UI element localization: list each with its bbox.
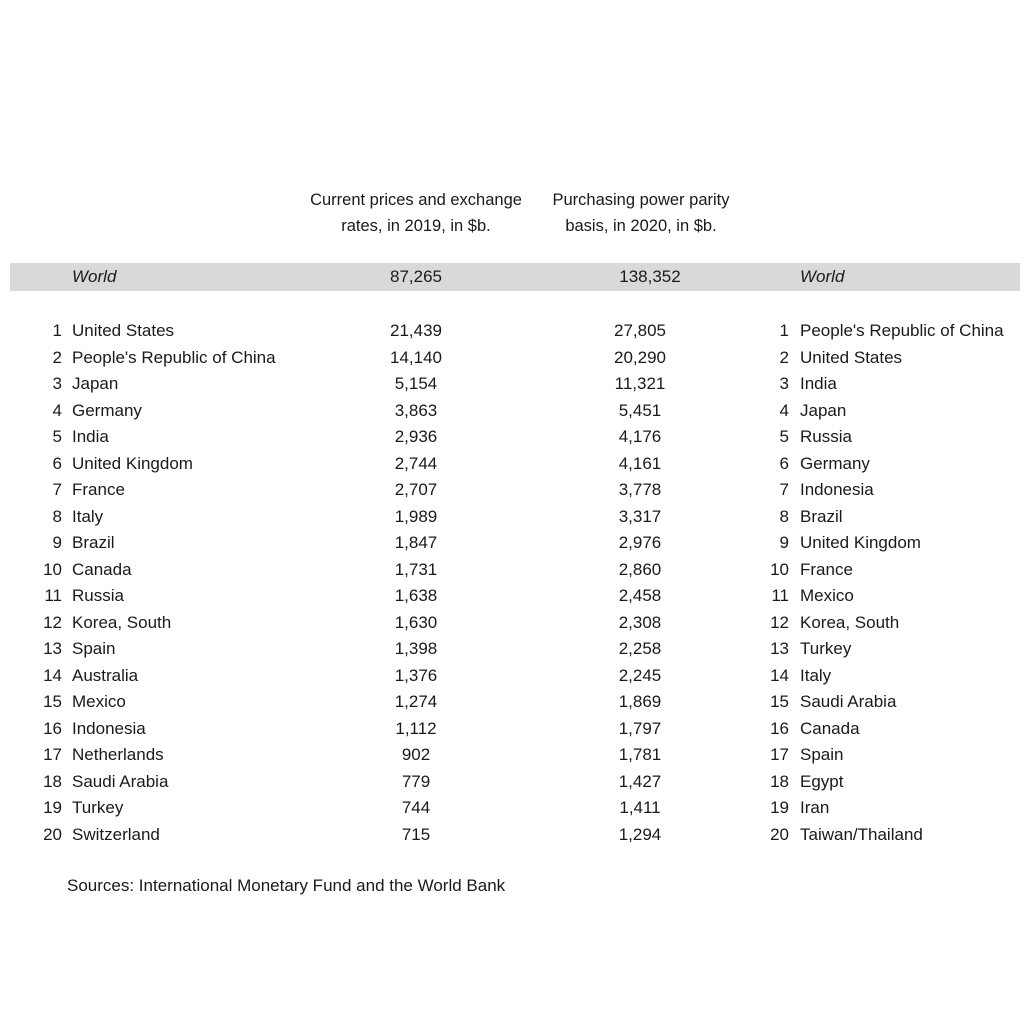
table-row <box>0 822 1024 849</box>
world-current-value: 87,265 <box>390 267 442 286</box>
current-prices-value: 744 <box>401 798 431 817</box>
ppp-value: 1,411 <box>619 798 661 817</box>
country-right: Egypt <box>800 771 844 791</box>
country-left: Saudi Arabia <box>72 771 169 791</box>
country-left: Italy <box>72 506 104 526</box>
header-current-line-1: Current prices and exchange <box>310 191 522 209</box>
country-right: Spain <box>800 745 844 764</box>
ppp-value: 27,805 <box>614 321 666 340</box>
rank-left: 3 <box>52 374 62 393</box>
world-total-row <box>10 263 1020 291</box>
rank-right: 2 <box>779 347 789 367</box>
rank-right: 11 <box>771 586 789 605</box>
rank-right: 4 <box>779 400 789 420</box>
rank-right: 17 <box>770 745 789 764</box>
country-right: Mexico <box>800 586 854 605</box>
ppp-value: 5,451 <box>618 400 662 420</box>
table-row <box>0 345 1024 372</box>
ppp-value: 1,869 <box>618 692 662 711</box>
rank-left: 10 <box>43 559 62 579</box>
country-right: Germany <box>800 453 870 473</box>
rank-right: 9 <box>779 533 789 552</box>
current-prices-value: 1,638 <box>394 586 438 605</box>
header-ppp-line-1: Purchasing power parity <box>552 191 730 209</box>
country-left: India <box>72 427 109 446</box>
ppp-value: 11,321 <box>614 374 666 393</box>
header-current-prices <box>296 187 536 239</box>
rank-left: 2 <box>52 347 62 367</box>
ppp-value: 2,308 <box>618 612 662 632</box>
rank-left: 7 <box>52 480 62 499</box>
ppp-value: 2,976 <box>618 533 662 552</box>
ppp-value: 1,797 <box>618 718 662 738</box>
world-ppp-value: 138,352 <box>619 267 681 286</box>
country-right: Japan <box>800 400 847 420</box>
table-row <box>0 504 1024 531</box>
current-prices-value: 21,439 <box>390 321 442 340</box>
current-prices-value: 1,376 <box>394 665 438 685</box>
rank-right: 6 <box>779 453 789 473</box>
table-row <box>0 557 1024 584</box>
country-left: People's Republic of China <box>72 347 276 367</box>
rank-left: 5 <box>52 427 62 446</box>
table-row <box>0 795 1024 822</box>
current-prices-value: 5,154 <box>394 374 438 393</box>
rank-left: 12 <box>43 612 62 632</box>
rank-left: 9 <box>52 533 62 552</box>
country-right: Taiwan/Thailand <box>800 824 923 844</box>
country-left: Netherlands <box>72 745 164 764</box>
country-left: United States <box>72 321 175 340</box>
current-prices-value: 1,398 <box>394 639 438 658</box>
table-row <box>0 610 1024 637</box>
current-prices-value: 715 <box>401 824 431 844</box>
country-left: Mexico <box>72 692 126 711</box>
country-left: Indonesia <box>72 718 146 738</box>
current-prices-value: 1,630 <box>394 612 438 632</box>
table-row <box>0 716 1024 743</box>
rank-left: 18 <box>43 771 62 791</box>
country-right: Canada <box>800 718 860 738</box>
country-right: Korea, South <box>800 612 900 632</box>
ppp-value: 3,778 <box>618 480 662 499</box>
current-prices-value: 1,989 <box>394 506 438 526</box>
table-row <box>0 477 1024 504</box>
current-prices-value: 2,707 <box>394 480 438 499</box>
rank-right: 19 <box>770 798 789 817</box>
country-right: United States <box>800 347 903 367</box>
country-left: Switzerland <box>72 824 160 844</box>
rank-left: 4 <box>52 400 62 420</box>
ppp-value: 2,258 <box>618 639 662 658</box>
country-left: Spain <box>72 639 116 658</box>
country-right: India <box>800 374 837 393</box>
country-right: Indonesia <box>800 480 874 499</box>
table-row <box>0 371 1024 398</box>
current-prices-value: 779 <box>401 771 431 791</box>
rank-right: 18 <box>770 771 789 791</box>
country-left: France <box>72 480 125 499</box>
rank-right: 13 <box>770 639 789 658</box>
current-prices-value: 1,731 <box>394 559 438 579</box>
rank-right: 5 <box>779 427 789 446</box>
ppp-value: 20,290 <box>614 347 666 367</box>
rank-right: 14 <box>770 665 789 685</box>
table-row <box>0 530 1024 557</box>
current-prices-value: 3,863 <box>394 400 438 420</box>
rank-left: 20 <box>43 824 62 844</box>
rank-left: 14 <box>43 665 62 685</box>
country-left: Brazil <box>72 533 115 552</box>
ppp-value: 2,245 <box>618 665 662 685</box>
current-prices-value: 14,140 <box>390 347 442 367</box>
table-row <box>0 742 1024 769</box>
country-right: Saudi Arabia <box>800 692 897 711</box>
current-prices-value: 2,744 <box>394 453 438 473</box>
country-left: United Kingdom <box>72 453 193 473</box>
table-row <box>0 583 1024 610</box>
country-right: Brazil <box>800 506 843 526</box>
ppp-value: 1,781 <box>618 745 662 764</box>
ranking-table <box>0 318 1024 848</box>
ppp-value: 4,161 <box>618 453 662 473</box>
current-prices-value: 1,112 <box>395 718 437 738</box>
rank-left: 19 <box>43 798 62 817</box>
ppp-value: 2,860 <box>618 559 662 579</box>
country-left: Russia <box>72 586 124 605</box>
rank-right: 16 <box>770 718 789 738</box>
ppp-value: 4,176 <box>618 427 662 446</box>
table-row <box>0 451 1024 478</box>
rank-right: 12 <box>770 612 789 632</box>
table-row <box>0 636 1024 663</box>
country-left: Germany <box>72 400 142 420</box>
country-left: Canada <box>72 559 132 579</box>
current-prices-value: 1,274 <box>394 692 438 711</box>
country-right: Iran <box>800 798 830 817</box>
current-prices-value: 2,936 <box>394 427 438 446</box>
table-row <box>0 424 1024 451</box>
rank-left: 1 <box>52 321 62 340</box>
rank-right: 1 <box>779 321 789 340</box>
rank-left: 15 <box>43 692 62 711</box>
rank-right: 10 <box>770 559 789 579</box>
country-left: Korea, South <box>72 612 172 632</box>
header-ppp-line-2: basis, in 2020, in $b. <box>565 217 717 235</box>
rank-right: 8 <box>779 506 789 526</box>
table-row <box>0 318 1024 345</box>
ppp-value: 2,458 <box>618 586 662 605</box>
ppp-value: 1,427 <box>618 771 662 791</box>
current-prices-value: 1,847 <box>394 533 438 552</box>
country-right: Russia <box>800 427 852 446</box>
rank-left: 17 <box>43 745 62 764</box>
ppp-value: 1,294 <box>618 824 662 844</box>
country-right: Turkey <box>800 639 852 658</box>
country-left: Japan <box>72 374 119 393</box>
rank-right: 20 <box>770 824 789 844</box>
rank-right: 15 <box>770 692 789 711</box>
table-row <box>0 398 1024 425</box>
current-prices-value: 902 <box>401 745 431 764</box>
sources-note: Sources: International Monetary Fund and the World Bank <box>67 876 506 895</box>
table-row <box>0 689 1024 716</box>
header-ppp <box>538 187 744 239</box>
country-right: France <box>800 559 853 579</box>
country-left: Turkey <box>72 798 124 817</box>
world-label-left: World <box>72 267 117 286</box>
header-current-line-2: rates, in 2019, in $b. <box>341 217 491 235</box>
table-row <box>0 663 1024 690</box>
rank-left: 16 <box>43 718 62 738</box>
country-right: Italy <box>800 665 832 685</box>
rank-left: 8 <box>52 506 62 526</box>
world-label-right: World <box>800 267 845 286</box>
rank-left: 6 <box>52 453 62 473</box>
country-right: People's Republic of China <box>800 321 1004 340</box>
country-right: United Kingdom <box>800 533 921 552</box>
table-row <box>0 769 1024 796</box>
ppp-value: 3,317 <box>618 506 662 526</box>
rank-left: 13 <box>43 639 62 658</box>
rank-left: 11 <box>44 586 62 605</box>
country-left: Australia <box>72 665 139 685</box>
rank-right: 7 <box>779 480 789 499</box>
rank-right: 3 <box>779 374 789 393</box>
